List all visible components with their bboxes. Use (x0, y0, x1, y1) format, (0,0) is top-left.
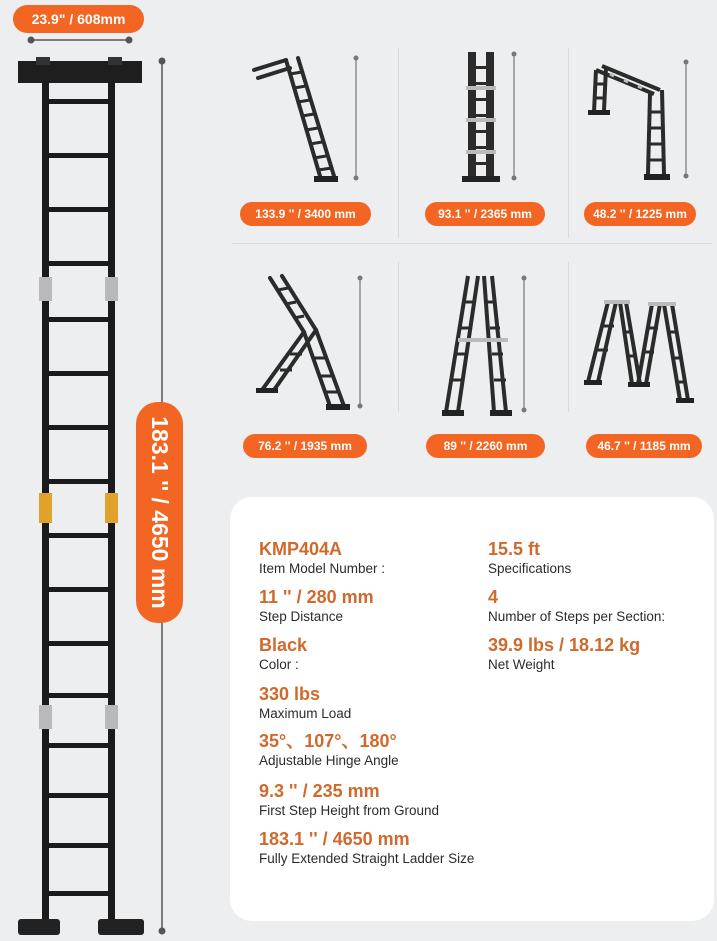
a-frame-illustration (430, 266, 540, 422)
spec-value: 35°、107°、180° (259, 731, 397, 751)
spec-label: Specifications (488, 561, 572, 576)
grid-divider (398, 48, 399, 238)
angled-ladder-illustration (248, 266, 378, 416)
spec-first-step-height (259, 780, 439, 820)
spec-label: Step Distance (259, 609, 344, 624)
spec-specifications (488, 538, 571, 578)
width-dimension-line (25, 33, 135, 47)
spec-steps-per-section (488, 586, 665, 626)
spec-value: KMP404A (259, 539, 343, 559)
a-frame-dimension: 89 '' / 2260 mm (426, 434, 545, 458)
ladder-width-label: 23.9" / 608mm (13, 5, 144, 33)
grid-divider (398, 262, 399, 412)
leaning-ladder-dimension: 133.9 '' / 3400 mm (240, 202, 371, 226)
spec-label: Maximum Load (259, 706, 352, 721)
spec-value: 11 '' / 280 mm (259, 587, 374, 607)
scaffold-dimension: 48.2 '' / 1225 mm (584, 202, 696, 226)
spec-value: 39.9 lbs / 18.12 kg (488, 635, 641, 655)
spec-label: Color : (259, 657, 299, 672)
spec-value: 330 lbs (259, 684, 321, 704)
spec-hinge-angle (259, 730, 399, 770)
spec-extended-size (259, 828, 474, 868)
spec-color (259, 634, 307, 674)
spec-label: Fully Extended Straight Ladder Size (259, 851, 475, 866)
spec-label: Adjustable Hinge Angle (259, 753, 399, 768)
spec-value: 4 (488, 587, 499, 607)
folded-ladder-illustration (440, 46, 540, 186)
spec-model-number (259, 538, 385, 578)
double-a-frame-dimension: 46.7 '' / 1185 mm (586, 434, 702, 458)
grid-divider (232, 243, 712, 244)
grid-divider (568, 48, 569, 238)
spec-label: Number of Steps per Section: (488, 609, 666, 624)
spec-label: First Step Height from Ground (259, 803, 440, 818)
ladder-height-label (136, 402, 183, 623)
spec-step-distance (259, 586, 374, 626)
spec-value: 183.1 '' / 4650 mm (259, 829, 410, 849)
specifications-card (230, 497, 714, 921)
spec-value: 15.5 ft (488, 539, 541, 559)
spec-maximum-load (259, 683, 351, 723)
spec-value: Black (259, 635, 308, 655)
spec-value: 9.3 '' / 235 mm (259, 781, 380, 801)
scaffold-illustration (584, 56, 704, 186)
double-a-frame-illustration (580, 292, 710, 410)
spec-net-weight (488, 634, 640, 674)
ladder-height-text: 183.1 '' / 4650 mm (147, 416, 174, 609)
grid-divider (568, 262, 569, 412)
spec-label: Net Weight (488, 657, 555, 672)
leaning-ladder-illustration (248, 48, 378, 188)
spec-label: Item Model Number : (259, 561, 386, 576)
extended-ladder-illustration (14, 55, 148, 940)
angled-ladder-dimension: 76.2 '' / 1935 mm (243, 434, 367, 458)
folded-ladder-dimension: 93.1 '' / 2365 mm (425, 202, 545, 226)
